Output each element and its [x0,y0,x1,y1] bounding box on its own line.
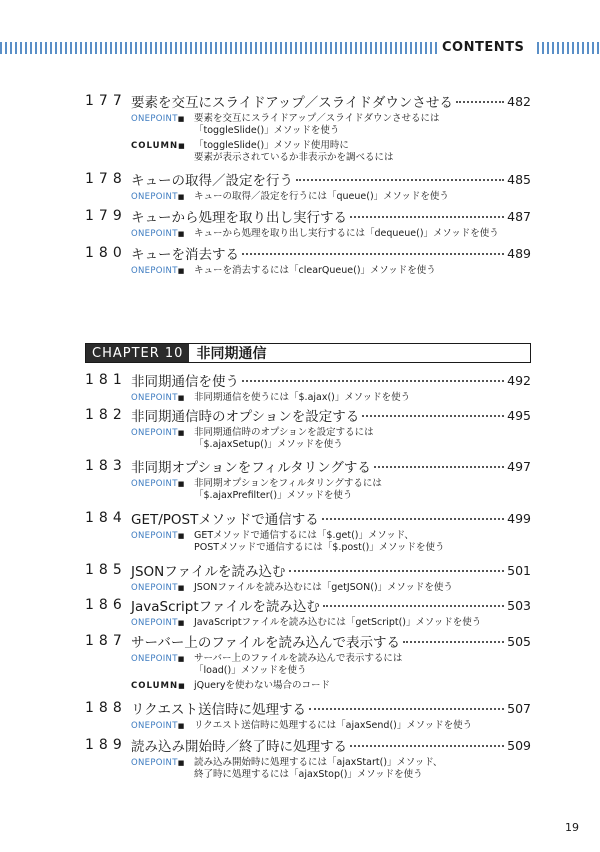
note-line: 「toggleSlide()」メソッドを使う [194,125,340,136]
entry-page: 485 [507,171,531,187]
onepoint-label [131,617,194,629]
entry-title: キューの取得／設定を行う [131,173,293,189]
entry-head [85,170,531,188]
dot-leader [456,101,504,103]
note-label-text: ONEPOINT [131,618,178,628]
onepoint-label [131,392,194,404]
square-bullet-icon: ■ [177,532,185,540]
entry-head [85,509,531,527]
entry-page: 505 [507,633,531,649]
note-line: 終了時に処理するには「ajaxStop()」メソッドを使う [194,769,423,780]
note-text [194,720,472,732]
note-label-text: ONEPOINT [131,393,178,403]
entry-number: 189 [85,737,127,753]
note-label-text: ONEPOINT [131,114,178,124]
onepoint-label [131,582,194,594]
note-line: JSONファイルを読み込むには「getJSON()」メソッドを使う [194,582,453,593]
onepoint-label [131,530,194,554]
column-note [131,680,531,692]
entry-head [85,632,531,650]
onepoint-label [131,265,194,277]
note-line: キューの取得／設定を行うには「queue()」メソッドを使う [194,191,449,202]
square-bullet-icon: ■ [177,230,185,238]
chapter-label: CHAPTER 10 [86,344,189,362]
note-line: キューを消去するには「clearQueue()」メソッドを使う [194,265,436,276]
onepoint-note [131,757,531,781]
entry-head [85,736,531,754]
dot-leader [350,745,504,747]
entry-title: 非同期通信時のオプションを設定する [131,409,360,425]
square-bullet-icon: ■ [178,682,186,690]
header-title: CONTENTS [442,40,525,55]
note-line: 要素を交互にスライドアップ／スライドダウンさせるには [194,113,440,124]
entry-number: 177 [85,93,127,109]
entry-number: 179 [85,208,127,224]
dot-leader [242,253,504,255]
note-text [194,392,410,404]
square-bullet-icon: ■ [177,722,185,730]
toc-entry [85,92,531,164]
entry-page: 509 [507,737,531,753]
onepoint-note [131,191,531,203]
toc-entry [85,561,531,594]
entry-number: 178 [85,171,127,187]
note-text [194,680,330,692]
entry-head [85,457,531,475]
note-line: 「$.ajaxPrefilter()」メソッドを使う [194,490,353,501]
onepoint-label [131,653,194,677]
entry-number: 183 [85,458,127,474]
entry-number: 185 [85,562,127,578]
onepoint-label [131,228,194,240]
onepoint-note [131,530,531,554]
entry-head [85,92,531,110]
note-label-text: ONEPOINT [131,758,178,768]
note-line: サーバー上のファイルを読み込んで表示するには [194,653,403,664]
column-label [131,140,194,164]
entry-head [85,371,531,389]
note-label-text: ONEPOINT [131,583,178,593]
toc-entry [85,699,531,732]
toc-entry [85,170,531,203]
note-line: 「$.ajaxSetup()」メソッドを使う [194,439,343,450]
note-line: 非同期通信を使うには「$.ajax()」メソッドを使う [194,392,411,403]
toc-entry [85,371,531,404]
entry-page: 495 [507,407,531,423]
note-text [194,582,453,594]
entry-title: リクエスト送信時に処理する [131,702,306,718]
dot-leader [403,641,504,643]
note-label-text: ONEPOINT [131,266,178,276]
toc-entry [85,632,531,692]
entry-page: 507 [507,700,531,716]
note-text [194,427,374,451]
entry-title: 要素を交互にスライドアップ／スライドダウンさせる [131,95,453,111]
onepoint-note [131,427,531,451]
header-stripes-left [0,42,438,54]
note-line: 読み込み開始時に処理するには「ajaxStart()」メソッド、 [194,757,443,768]
note-label-text: ONEPOINT [131,721,178,731]
square-bullet-icon: ■ [177,267,185,275]
note-text [194,113,439,137]
entry-number: 182 [85,407,127,423]
onepoint-note [131,582,531,594]
header-stripes-right [537,42,600,54]
entry-head [85,244,531,262]
square-bullet-icon: ■ [178,142,186,150]
dot-leader [296,179,504,181]
entry-head [85,207,531,225]
note-text [194,191,449,203]
entry-number: 187 [85,633,127,649]
onepoint-note [131,392,531,404]
square-bullet-icon: ■ [177,429,185,437]
onepoint-note [131,265,531,277]
onepoint-note [131,720,531,732]
entry-title: キューを消去する [131,247,239,263]
note-label-text: ONEPOINT [131,192,178,202]
onepoint-note [131,617,531,629]
onepoint-label [131,113,194,137]
entry-page: 503 [507,597,531,613]
dot-leader [350,216,504,218]
entry-head [85,561,531,579]
note-line: 要素が表示されているか非表示かを調べるには [194,152,394,163]
note-line: キューから処理を取り出し実行するには「dequeue()」メソッドを使う [194,228,499,239]
dot-leader [322,518,504,520]
square-bullet-icon: ■ [177,394,185,402]
entry-title: GET/POSTメソッドで通信する [131,512,319,528]
onepoint-label [131,720,194,732]
entry-page: 492 [507,372,531,388]
entry-head [85,699,531,717]
toc-entry [85,207,531,240]
note-label-text: COLUMN [131,141,179,151]
dot-leader [323,605,504,607]
note-label-text: ONEPOINT [131,428,178,438]
square-bullet-icon: ■ [177,619,185,627]
entry-head [85,406,531,424]
entry-number: 181 [85,372,127,388]
column-label [131,680,194,692]
entry-page: 497 [507,458,531,474]
onepoint-label [131,427,194,451]
toc-entry [85,406,531,451]
entry-title: 非同期通信を使う [131,374,239,390]
onepoint-label [131,191,194,203]
square-bullet-icon: ■ [177,759,185,767]
onepoint-note [131,113,531,137]
note-line: jQueryを使わない場合のコード [194,680,331,691]
entry-page: 489 [507,245,531,261]
note-line: 「toggleSlide()」メソッド使用時に [194,140,349,151]
note-line: 非同期通信時のオプションを設定するには [194,427,374,438]
note-label-text: ONEPOINT [131,531,178,541]
onepoint-label [131,757,194,781]
note-text [194,530,445,554]
toc-entry [85,244,531,277]
entry-title: JSONファイルを読み込む [131,564,286,580]
note-text [194,228,499,240]
note-text [194,265,436,277]
entry-page: 482 [507,93,531,109]
note-text [194,757,442,781]
note-label-text: ONEPOINT [131,479,178,489]
toc-entry [85,509,531,554]
entry-number: 180 [85,245,127,261]
square-bullet-icon: ■ [177,480,185,488]
running-header [0,40,600,56]
note-text [194,653,402,677]
dot-leader [374,466,504,468]
note-line: 非同期オプションをフィルタリングするには [194,478,382,489]
note-line: JavaScriptファイルを読み込むには「getScript()」メソッドを使う [194,617,482,628]
onepoint-note [131,653,531,677]
square-bullet-icon: ■ [177,115,185,123]
entry-head [85,596,531,614]
page-number: 19 [565,821,579,834]
onepoint-label [131,478,194,502]
note-label-text: COLUMN [131,681,179,691]
note-label-text: ONEPOINT [131,654,178,664]
note-line: POSTメソッドで通信するには「$.post()」メソッドを使う [194,542,445,553]
square-bullet-icon: ■ [177,655,185,663]
note-text [194,140,394,164]
square-bullet-icon: ■ [177,584,185,592]
dot-leader [242,380,504,382]
dot-leader [362,415,504,417]
entry-title: キューから処理を取り出し実行する [131,210,347,226]
note-line: GETメソッドで通信するには「$.get()」メソッド、 [194,530,414,541]
entry-title: サーバー上のファイルを読み込んで表示する [131,635,401,651]
entry-title: JavaScriptファイルを読み込む [131,599,320,615]
entry-number: 186 [85,597,127,613]
note-label-text: ONEPOINT [131,229,178,239]
toc-entry [85,457,531,502]
entry-title: 非同期オプションをフィルタリングする [131,460,371,476]
column-note [131,140,531,164]
square-bullet-icon: ■ [177,193,185,201]
note-text [194,617,481,629]
chapter-heading [85,343,531,363]
entry-page: 487 [507,208,531,224]
onepoint-note [131,478,531,502]
dot-leader [309,708,504,710]
note-line: リクエスト送信時に処理するには「ajaxSend()」メソッドを使う [194,720,473,731]
dot-leader [289,570,505,572]
entry-page: 499 [507,510,531,526]
toc-entry [85,736,531,781]
chapter-name: 非同期通信 [196,346,267,362]
entry-title: 読み込み開始時／終了時に処理する [131,739,347,755]
note-line: 「load()」メソッドを使う [194,665,307,676]
note-text [194,478,382,502]
toc-entry [85,596,531,629]
entry-number: 184 [85,510,127,526]
entry-number: 188 [85,700,127,716]
onepoint-note [131,228,531,240]
entry-page: 501 [507,562,531,578]
